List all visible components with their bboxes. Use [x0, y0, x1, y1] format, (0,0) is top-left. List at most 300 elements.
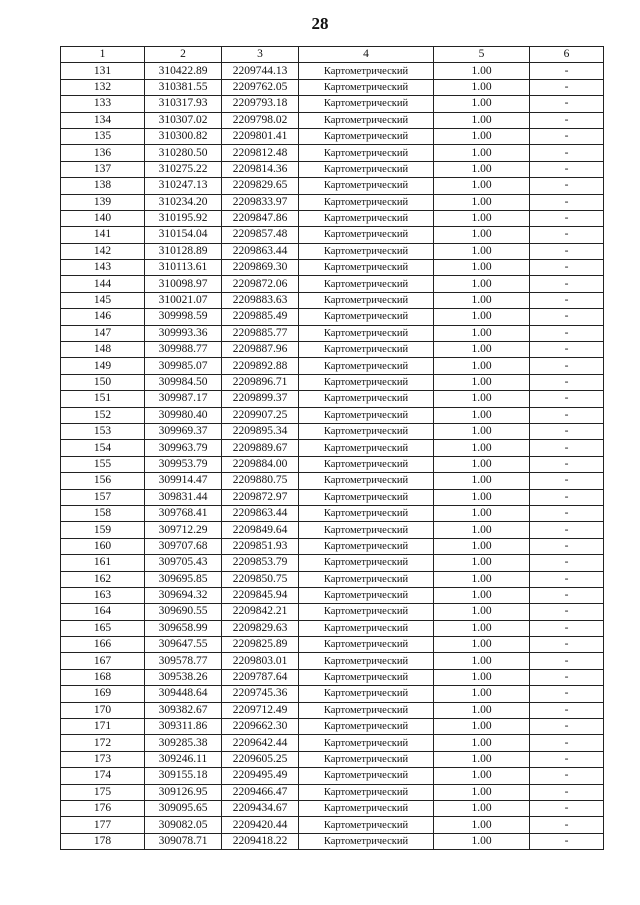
method-cell: Картометрический — [299, 391, 434, 407]
accuracy-cell: 1.00 — [434, 768, 530, 784]
note-cell: - — [530, 63, 604, 79]
x-coordinate-cell: 309285.38 — [145, 735, 222, 751]
note-cell: - — [530, 79, 604, 95]
table-row — [61, 784, 604, 800]
y-coordinate-cell: 2209885.49 — [222, 309, 299, 325]
column-header: 3 — [222, 47, 299, 63]
table-row — [61, 325, 604, 341]
note-cell: - — [530, 407, 604, 423]
coordinates-table — [60, 46, 604, 850]
table-row — [61, 604, 604, 620]
x-coordinate-cell: 310280.50 — [145, 145, 222, 161]
table-row — [61, 194, 604, 210]
method-cell: Картометрический — [299, 227, 434, 243]
method-cell: Картометрический — [299, 309, 434, 325]
point-number-cell: 177 — [61, 817, 145, 833]
y-coordinate-cell: 2209605.25 — [222, 751, 299, 767]
note-cell: - — [530, 489, 604, 505]
note-cell: - — [530, 292, 604, 308]
column-header: 4 — [299, 47, 434, 63]
table-row — [61, 358, 604, 374]
accuracy-cell: 1.00 — [434, 702, 530, 718]
y-coordinate-cell: 2209847.86 — [222, 210, 299, 226]
note-cell: - — [530, 227, 604, 243]
point-number-cell: 151 — [61, 391, 145, 407]
y-coordinate-cell: 2209885.77 — [222, 325, 299, 341]
point-number-cell: 156 — [61, 473, 145, 489]
note-cell: - — [530, 161, 604, 177]
accuracy-cell: 1.00 — [434, 325, 530, 341]
accuracy-cell: 1.00 — [434, 194, 530, 210]
note-cell: - — [530, 309, 604, 325]
table-row — [61, 161, 604, 177]
accuracy-cell: 1.00 — [434, 784, 530, 800]
x-coordinate-cell: 309705.43 — [145, 555, 222, 571]
method-cell: Картометрический — [299, 292, 434, 308]
method-cell: Картометрический — [299, 342, 434, 358]
note-cell: - — [530, 473, 604, 489]
point-number-cell: 142 — [61, 243, 145, 259]
note-cell: - — [530, 620, 604, 636]
accuracy-cell: 1.00 — [434, 276, 530, 292]
x-coordinate-cell: 310113.61 — [145, 260, 222, 276]
point-number-cell: 137 — [61, 161, 145, 177]
accuracy-cell: 1.00 — [434, 178, 530, 194]
point-number-cell: 144 — [61, 276, 145, 292]
y-coordinate-cell: 2209420.44 — [222, 817, 299, 833]
point-number-cell: 178 — [61, 833, 145, 849]
x-coordinate-cell: 309768.41 — [145, 505, 222, 521]
method-cell: Картометрический — [299, 800, 434, 816]
note-cell: - — [530, 653, 604, 669]
x-coordinate-cell: 310195.92 — [145, 210, 222, 226]
accuracy-cell: 1.00 — [434, 637, 530, 653]
accuracy-cell: 1.00 — [434, 620, 530, 636]
note-cell: - — [530, 637, 604, 653]
note-cell: - — [530, 817, 604, 833]
method-cell: Картометрический — [299, 653, 434, 669]
x-coordinate-cell: 309985.07 — [145, 358, 222, 374]
method-cell: Картометрический — [299, 407, 434, 423]
point-number-cell: 169 — [61, 686, 145, 702]
method-cell: Картометрический — [299, 686, 434, 702]
x-coordinate-cell: 309707.68 — [145, 538, 222, 554]
table-row — [61, 620, 604, 636]
x-coordinate-cell: 309382.67 — [145, 702, 222, 718]
method-cell: Картометрический — [299, 456, 434, 472]
y-coordinate-cell: 2209892.88 — [222, 358, 299, 374]
table-row — [61, 292, 604, 308]
method-cell: Картометрический — [299, 423, 434, 439]
method-cell: Картометрический — [299, 374, 434, 390]
note-cell: - — [530, 423, 604, 439]
method-cell: Картометрический — [299, 637, 434, 653]
page-number: 28 — [311, 14, 329, 33]
point-number-cell: 157 — [61, 489, 145, 505]
x-coordinate-cell: 309078.71 — [145, 833, 222, 849]
y-coordinate-cell: 2209798.02 — [222, 112, 299, 128]
point-number-cell: 162 — [61, 571, 145, 587]
note-cell: - — [530, 178, 604, 194]
note-cell: - — [530, 784, 604, 800]
x-coordinate-cell: 310128.89 — [145, 243, 222, 259]
method-cell: Картометрический — [299, 128, 434, 144]
table-row — [61, 407, 604, 423]
y-coordinate-cell: 2209744.13 — [222, 63, 299, 79]
method-cell: Картометрический — [299, 325, 434, 341]
column-header: 2 — [145, 47, 222, 63]
column-header: 1 — [61, 47, 145, 63]
table-row — [61, 833, 604, 849]
method-cell: Картометрический — [299, 178, 434, 194]
x-coordinate-cell: 309987.17 — [145, 391, 222, 407]
point-number-cell: 174 — [61, 768, 145, 784]
point-number-cell: 133 — [61, 96, 145, 112]
note-cell: - — [530, 604, 604, 620]
method-cell: Картометрический — [299, 96, 434, 112]
x-coordinate-cell: 309311.86 — [145, 719, 222, 735]
x-coordinate-cell: 309953.79 — [145, 456, 222, 472]
accuracy-cell: 1.00 — [434, 96, 530, 112]
note-cell: - — [530, 358, 604, 374]
point-number-cell: 158 — [61, 505, 145, 521]
y-coordinate-cell: 2209872.06 — [222, 276, 299, 292]
y-coordinate-cell: 2209863.44 — [222, 505, 299, 521]
y-coordinate-cell: 2209745.36 — [222, 686, 299, 702]
table-row — [61, 735, 604, 751]
x-coordinate-cell: 309831.44 — [145, 489, 222, 505]
table-row — [61, 227, 604, 243]
point-number-cell: 150 — [61, 374, 145, 390]
note-cell: - — [530, 587, 604, 603]
table-body — [61, 63, 604, 850]
point-number-cell: 131 — [61, 63, 145, 79]
note-cell: - — [530, 456, 604, 472]
method-cell: Картометрический — [299, 719, 434, 735]
point-number-cell: 147 — [61, 325, 145, 341]
point-number-cell: 159 — [61, 522, 145, 538]
accuracy-cell: 1.00 — [434, 309, 530, 325]
point-number-cell: 171 — [61, 719, 145, 735]
accuracy-cell: 1.00 — [434, 800, 530, 816]
column-header: 6 — [530, 47, 604, 63]
accuracy-cell: 1.00 — [434, 833, 530, 849]
table-row — [61, 79, 604, 95]
accuracy-cell: 1.00 — [434, 374, 530, 390]
note-cell: - — [530, 391, 604, 407]
x-coordinate-cell: 309690.55 — [145, 604, 222, 620]
method-cell: Картометрический — [299, 833, 434, 849]
y-coordinate-cell: 2209896.71 — [222, 374, 299, 390]
note-cell: - — [530, 522, 604, 538]
note-cell: - — [530, 555, 604, 571]
x-coordinate-cell: 309988.77 — [145, 342, 222, 358]
accuracy-cell: 1.00 — [434, 473, 530, 489]
method-cell: Картометрический — [299, 555, 434, 571]
point-number-cell: 170 — [61, 702, 145, 718]
point-number-cell: 148 — [61, 342, 145, 358]
point-number-cell: 166 — [61, 637, 145, 653]
note-cell: - — [530, 128, 604, 144]
table-row — [61, 817, 604, 833]
accuracy-cell: 1.00 — [434, 686, 530, 702]
table-row — [61, 243, 604, 259]
accuracy-cell: 1.00 — [434, 391, 530, 407]
y-coordinate-cell: 2209642.44 — [222, 735, 299, 751]
table-row — [61, 768, 604, 784]
point-number-cell: 146 — [61, 309, 145, 325]
x-coordinate-cell: 309246.11 — [145, 751, 222, 767]
x-coordinate-cell: 309695.85 — [145, 571, 222, 587]
method-cell: Картометрический — [299, 243, 434, 259]
accuracy-cell: 1.00 — [434, 407, 530, 423]
accuracy-cell: 1.00 — [434, 653, 530, 669]
accuracy-cell: 1.00 — [434, 210, 530, 226]
y-coordinate-cell: 2209762.05 — [222, 79, 299, 95]
method-cell: Картометрический — [299, 194, 434, 210]
x-coordinate-cell: 309082.05 — [145, 817, 222, 833]
method-cell: Картометрический — [299, 260, 434, 276]
note-cell: - — [530, 571, 604, 587]
method-cell: Картометрический — [299, 505, 434, 521]
table-row — [61, 63, 604, 79]
table-row — [61, 276, 604, 292]
y-coordinate-cell: 2209829.65 — [222, 178, 299, 194]
x-coordinate-cell: 309993.36 — [145, 325, 222, 341]
table-row — [61, 128, 604, 144]
note-cell: - — [530, 440, 604, 456]
y-coordinate-cell: 2209787.64 — [222, 669, 299, 685]
method-cell: Картометрический — [299, 817, 434, 833]
point-number-cell: 132 — [61, 79, 145, 95]
point-number-cell: 145 — [61, 292, 145, 308]
y-coordinate-cell: 2209814.36 — [222, 161, 299, 177]
point-number-cell: 141 — [61, 227, 145, 243]
method-cell: Картометрический — [299, 358, 434, 374]
point-number-cell: 135 — [61, 128, 145, 144]
x-coordinate-cell: 309155.18 — [145, 768, 222, 784]
method-cell: Картометрический — [299, 112, 434, 128]
y-coordinate-cell: 2209662.30 — [222, 719, 299, 735]
table-row — [61, 555, 604, 571]
y-coordinate-cell: 2209887.96 — [222, 342, 299, 358]
method-cell: Картометрический — [299, 522, 434, 538]
x-coordinate-cell: 309647.55 — [145, 637, 222, 653]
y-coordinate-cell: 2209466.47 — [222, 784, 299, 800]
method-cell: Картометрический — [299, 538, 434, 554]
accuracy-cell: 1.00 — [434, 79, 530, 95]
note-cell: - — [530, 505, 604, 521]
note-cell: - — [530, 719, 604, 735]
accuracy-cell: 1.00 — [434, 292, 530, 308]
table-row — [61, 391, 604, 407]
method-cell: Картометрический — [299, 571, 434, 587]
x-coordinate-cell: 309963.79 — [145, 440, 222, 456]
y-coordinate-cell: 2209850.75 — [222, 571, 299, 587]
method-cell: Картометрический — [299, 751, 434, 767]
method-cell: Картометрический — [299, 489, 434, 505]
method-cell: Картометрический — [299, 145, 434, 161]
point-number-cell: 163 — [61, 587, 145, 603]
note-cell: - — [530, 112, 604, 128]
table-row — [61, 686, 604, 702]
table-row — [61, 538, 604, 554]
y-coordinate-cell: 2209801.41 — [222, 128, 299, 144]
y-coordinate-cell: 2209889.67 — [222, 440, 299, 456]
note-cell: - — [530, 243, 604, 259]
table-row — [61, 751, 604, 767]
method-cell: Картометрический — [299, 735, 434, 751]
note-cell: - — [530, 702, 604, 718]
note-cell: - — [530, 800, 604, 816]
point-number-cell: 175 — [61, 784, 145, 800]
accuracy-cell: 1.00 — [434, 440, 530, 456]
y-coordinate-cell: 2209849.64 — [222, 522, 299, 538]
x-coordinate-cell: 310098.97 — [145, 276, 222, 292]
point-number-cell: 152 — [61, 407, 145, 423]
table-row — [61, 374, 604, 390]
table-row — [61, 145, 604, 161]
y-coordinate-cell: 2209495.49 — [222, 768, 299, 784]
x-coordinate-cell: 309694.32 — [145, 587, 222, 603]
y-coordinate-cell: 2209803.01 — [222, 653, 299, 669]
accuracy-cell: 1.00 — [434, 145, 530, 161]
y-coordinate-cell: 2209895.34 — [222, 423, 299, 439]
accuracy-cell: 1.00 — [434, 128, 530, 144]
note-cell: - — [530, 96, 604, 112]
accuracy-cell: 1.00 — [434, 587, 530, 603]
note-cell: - — [530, 751, 604, 767]
x-coordinate-cell: 310154.04 — [145, 227, 222, 243]
x-coordinate-cell: 309538.26 — [145, 669, 222, 685]
x-coordinate-cell: 309712.29 — [145, 522, 222, 538]
note-cell: - — [530, 210, 604, 226]
accuracy-cell: 1.00 — [434, 63, 530, 79]
x-coordinate-cell: 309578.77 — [145, 653, 222, 669]
note-cell: - — [530, 260, 604, 276]
table-row — [61, 571, 604, 587]
point-number-cell: 134 — [61, 112, 145, 128]
y-coordinate-cell: 2209712.49 — [222, 702, 299, 718]
method-cell: Картометрический — [299, 669, 434, 685]
x-coordinate-cell: 310422.89 — [145, 63, 222, 79]
table-row — [61, 440, 604, 456]
table-row — [61, 342, 604, 358]
method-cell: Картометрический — [299, 440, 434, 456]
y-coordinate-cell: 2209829.63 — [222, 620, 299, 636]
y-coordinate-cell: 2209851.93 — [222, 538, 299, 554]
accuracy-cell: 1.00 — [434, 735, 530, 751]
x-coordinate-cell: 310317.93 — [145, 96, 222, 112]
x-coordinate-cell: 309984.50 — [145, 374, 222, 390]
point-number-cell: 167 — [61, 653, 145, 669]
point-number-cell: 161 — [61, 555, 145, 571]
x-coordinate-cell: 310234.20 — [145, 194, 222, 210]
point-number-cell: 140 — [61, 210, 145, 226]
y-coordinate-cell: 2209825.89 — [222, 637, 299, 653]
accuracy-cell: 1.00 — [434, 538, 530, 554]
method-cell: Картометрический — [299, 161, 434, 177]
table-row — [61, 178, 604, 194]
x-coordinate-cell: 310300.82 — [145, 128, 222, 144]
table-row — [61, 309, 604, 325]
x-coordinate-cell: 309126.95 — [145, 784, 222, 800]
table-row — [61, 800, 604, 816]
point-number-cell: 176 — [61, 800, 145, 816]
x-coordinate-cell: 310307.02 — [145, 112, 222, 128]
y-coordinate-cell: 2209869.30 — [222, 260, 299, 276]
method-cell: Картометрический — [299, 784, 434, 800]
accuracy-cell: 1.00 — [434, 751, 530, 767]
note-cell: - — [530, 342, 604, 358]
y-coordinate-cell: 2209883.63 — [222, 292, 299, 308]
note-cell: - — [530, 145, 604, 161]
accuracy-cell: 1.00 — [434, 161, 530, 177]
point-number-cell: 168 — [61, 669, 145, 685]
note-cell: - — [530, 735, 604, 751]
x-coordinate-cell: 309658.99 — [145, 620, 222, 636]
point-number-cell: 165 — [61, 620, 145, 636]
table-header-row — [61, 47, 604, 63]
accuracy-cell: 1.00 — [434, 342, 530, 358]
note-cell: - — [530, 325, 604, 341]
table-row — [61, 719, 604, 735]
table-row — [61, 456, 604, 472]
x-coordinate-cell: 310381.55 — [145, 79, 222, 95]
method-cell: Картометрический — [299, 604, 434, 620]
table-row — [61, 260, 604, 276]
y-coordinate-cell: 2209899.37 — [222, 391, 299, 407]
table-row — [61, 522, 604, 538]
note-cell: - — [530, 669, 604, 685]
point-number-cell: 164 — [61, 604, 145, 620]
table-row — [61, 587, 604, 603]
point-number-cell: 136 — [61, 145, 145, 161]
accuracy-cell: 1.00 — [434, 817, 530, 833]
accuracy-cell: 1.00 — [434, 522, 530, 538]
y-coordinate-cell: 2209884.00 — [222, 456, 299, 472]
x-coordinate-cell: 310021.07 — [145, 292, 222, 308]
accuracy-cell: 1.00 — [434, 112, 530, 128]
method-cell: Картометрический — [299, 210, 434, 226]
y-coordinate-cell: 2209793.18 — [222, 96, 299, 112]
point-number-cell: 173 — [61, 751, 145, 767]
x-coordinate-cell: 309095.65 — [145, 800, 222, 816]
method-cell: Картометрический — [299, 620, 434, 636]
y-coordinate-cell: 2209812.48 — [222, 145, 299, 161]
y-coordinate-cell: 2209418.22 — [222, 833, 299, 849]
accuracy-cell: 1.00 — [434, 489, 530, 505]
column-header: 5 — [434, 47, 530, 63]
table-row — [61, 96, 604, 112]
y-coordinate-cell: 2209853.79 — [222, 555, 299, 571]
y-coordinate-cell: 2209880.75 — [222, 473, 299, 489]
accuracy-cell: 1.00 — [434, 358, 530, 374]
method-cell: Картометрический — [299, 79, 434, 95]
method-cell: Картометрический — [299, 587, 434, 603]
accuracy-cell: 1.00 — [434, 555, 530, 571]
accuracy-cell: 1.00 — [434, 456, 530, 472]
note-cell: - — [530, 194, 604, 210]
accuracy-cell: 1.00 — [434, 604, 530, 620]
x-coordinate-cell: 310247.13 — [145, 178, 222, 194]
method-cell: Картометрический — [299, 276, 434, 292]
point-number-cell: 153 — [61, 423, 145, 439]
y-coordinate-cell: 2209872.97 — [222, 489, 299, 505]
accuracy-cell: 1.00 — [434, 260, 530, 276]
point-number-cell: 154 — [61, 440, 145, 456]
y-coordinate-cell: 2209842.21 — [222, 604, 299, 620]
